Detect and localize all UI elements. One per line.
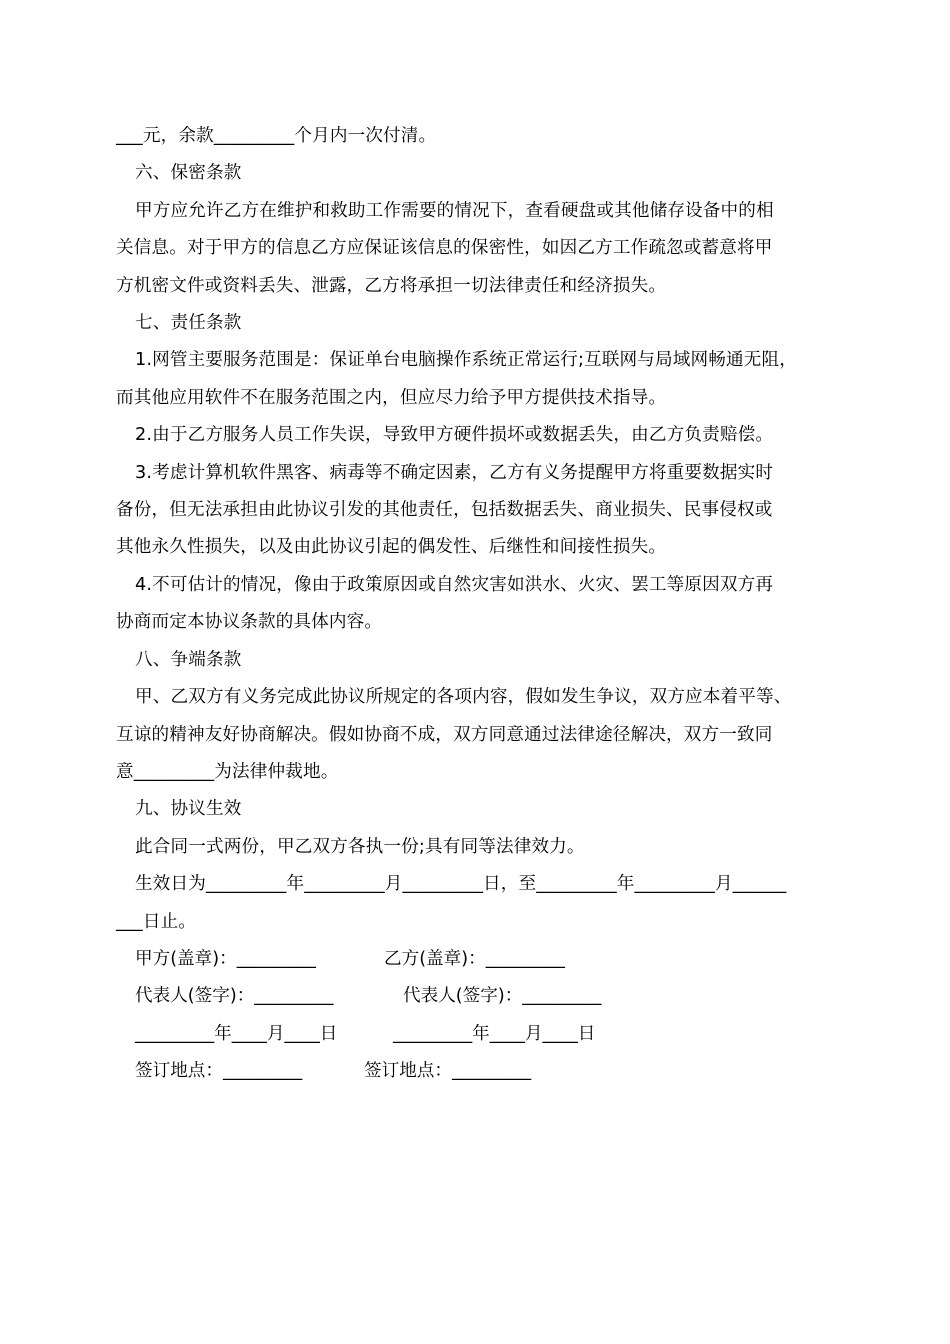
paragraph-line: 3.考虑计算机软件黑客、病毒等不确定因素，乙方有义务提醒甲方将重要数据实时 (135, 462, 774, 483)
paragraph-line: 协商而定本协议条款的具体内容。 (116, 612, 383, 633)
party-a-date: _________年____月____日 (135, 1023, 338, 1044)
signature-place-row (116, 1053, 844, 1090)
paragraph-line: 而其他应用软件不在服务范围之内，但应尽力给予甲方提供技术指导。 (116, 387, 667, 408)
paragraph-line: 2.由于乙方服务人员工作失误，导致甲方硬件损坏或数据丢失，由乙方负责赔偿。 (135, 425, 774, 446)
paragraph-line: 互谅的精神友好协商解决。假如协商不成，双方同意通过法律途径解决，双方一致同 (116, 724, 773, 745)
effective-date-end: ___日止。 (116, 911, 197, 932)
paragraph-line: 甲方应允许乙方在维护和救助工作需要的情况下，查看硬盘或其他储存设备中的相 (135, 200, 774, 221)
section-heading-confidentiality: 六、保密条款 (135, 163, 242, 184)
paragraph-line: 备份，但无法承担由此协议引发的其他责任，包括数据丢失、商业损失、民事侵权或 (116, 500, 773, 521)
signature-seal-row (116, 941, 844, 978)
section-heading-effect: 九、协议生效 (135, 799, 242, 820)
party-a-place: 签订地点：_________ (135, 1061, 303, 1082)
section-heading-dispute: 八、争端条款 (135, 649, 242, 670)
paragraph-line: 意_________为法律仲裁地。 (116, 761, 339, 782)
document-body (116, 118, 844, 1091)
party-b-place: 签订地点：_________ (364, 1061, 532, 1082)
paragraph-line: 此合同一式两份，甲乙双方各执一份;具有同等法律效力。 (135, 836, 585, 857)
paragraph-line: 甲、乙双方有义务完成此协议所规定的各项内容，假如发生争议，双方应本着平等、 (135, 687, 792, 708)
paragraph-line: 其他永久性损失，以及由此协议引起的偶发性、后继性和间接性损失。 (116, 537, 667, 558)
signature-representative-row (116, 978, 844, 1015)
signature-date-row (116, 1016, 844, 1053)
effective-date-line: 生效日为_________年_________月_________日，至_________年_________月______ (135, 874, 787, 895)
party-b-representative: 代表人(签字)：_________ (403, 986, 602, 1007)
party-a-representative: 代表人(签字)：_________ (135, 986, 334, 1007)
party-b-seal: 乙方(盖章)：_________ (384, 948, 565, 969)
party-b-date: _________年____月____日 (393, 1023, 596, 1044)
section-heading-liability: 七、责任条款 (135, 313, 242, 334)
paragraph-line: 方机密文件或资料丢失、泄露，乙方将承担一切法律责任和经济损失。 (116, 275, 667, 296)
paragraph-line: 4.不可估计的情况，像由于政策原因或自然灾害如洪水、火灾、罢工等原因双方再 (135, 574, 774, 595)
paragraph-line: 关信息。对于甲方的信息乙方应保证该信息的保密性，如因乙方工作疏忽或蓄意将甲 (116, 238, 773, 259)
paragraph-line: 1.网管主要服务范围是：保证单台电脑操作系统正常运行;互联网与局域网畅通无阻， (135, 350, 797, 371)
payment-line: ___元，余款_________个月内一次付清。 (116, 126, 437, 146)
party-a-seal: 甲方(盖章)：_________ (135, 948, 316, 969)
